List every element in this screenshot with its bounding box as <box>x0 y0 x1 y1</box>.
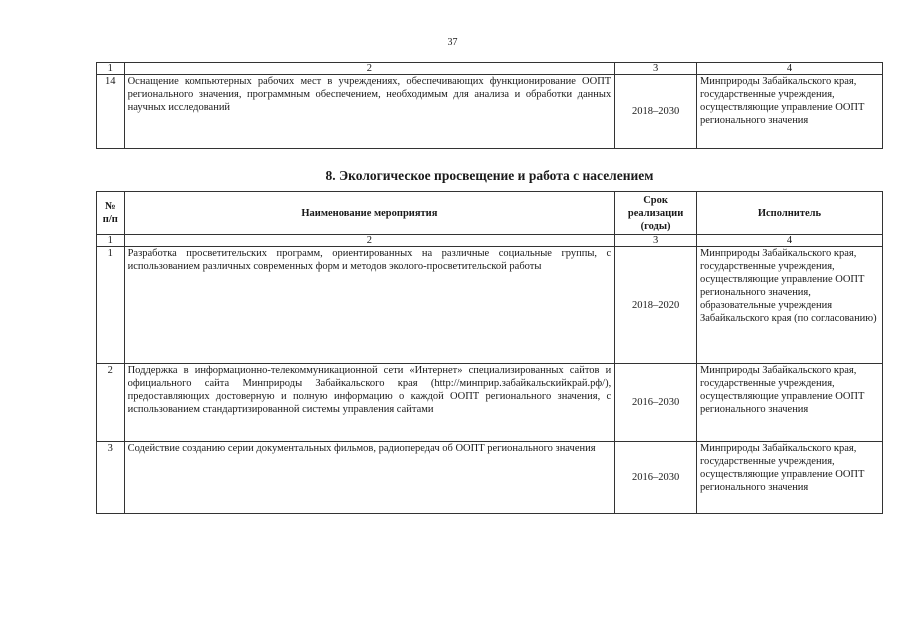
column-index-row <box>97 235 883 247</box>
header-name: Наименование мероприятия <box>124 192 615 235</box>
measure-name: Содействие созданию серии документальных фильмов, радиопередач об ООПТ регионального значения <box>124 442 615 514</box>
implementation-term: 2016–2030 <box>615 442 697 514</box>
table-row <box>97 247 883 364</box>
column-index-row <box>97 63 883 75</box>
column-index: 2 <box>124 235 615 247</box>
column-index: 4 <box>696 235 882 247</box>
section-title: 8. Экологическое просвещение и работа с населением <box>325 168 654 183</box>
column-index: 1 <box>97 63 125 75</box>
executor: Минприроды Забайкальского края, государственные учреждения, осуществляющие управление ООПТ регионального значения <box>696 442 882 514</box>
column-index: 1 <box>97 235 125 247</box>
measure-name: Оснащение компьютерных рабочих мест в учреждениях, обеспечивающих функционирование ООПТ регионального значения, программным обеспечением, необходимым для анализа и обработки данных научных исследований <box>124 75 615 149</box>
column-index: 2 <box>124 63 615 75</box>
column-index: 3 <box>615 235 697 247</box>
executor: Минприроды Забайкальского края, государственные учреждения, осуществляющие управление ООПТ регионального значения <box>696 364 882 442</box>
header-executor: Исполнитель <box>696 192 882 235</box>
row-number: 3 <box>97 442 125 514</box>
executor: Минприроды Забайкальского края, государственные учреждения, осуществляющие управление ООПТ регионального значения <box>696 75 882 149</box>
executor: Минприроды Забайкальского края, государственные учреждения, осуществляющие управление ООПТ регионального значения, образовательные учреждения Забайкальского края (по согласованию) <box>696 247 882 364</box>
table-row <box>97 75 883 149</box>
implementation-term: 2016–2030 <box>615 364 697 442</box>
page-number: 37 <box>447 37 458 48</box>
column-index: 3 <box>615 63 697 75</box>
row-number: 2 <box>97 364 125 442</box>
header-term: Срок реализации (годы) <box>615 192 697 235</box>
row-number: 1 <box>97 247 125 364</box>
header-num: № п/п <box>97 192 125 235</box>
continued-measures-table <box>96 62 883 149</box>
table-row <box>97 442 883 514</box>
measure-name: Разработка просветительских программ, ориентированных на различные социальные группы, с использованием различных современных форм и методов эколого-просветительской работы <box>124 247 615 364</box>
row-number: 14 <box>97 75 125 149</box>
table-row <box>97 364 883 442</box>
implementation-term: 2018–2030 <box>615 75 697 149</box>
education-measures-table <box>96 191 883 514</box>
implementation-term: 2018–2020 <box>615 247 697 364</box>
header-row <box>97 192 883 235</box>
measure-name: Поддержка в информационно-телекоммуникационной сети «Интернет» специализированных сайтов и официального сайта Минприроды Забайкальского края (http://минприр.забайкальскийкрай.рф/), предоставляющих достоверную и полную информацию о каждой ООПТ регионального значения, с использованием стандартизированной системы управления сайтами <box>124 364 615 442</box>
column-index: 4 <box>696 63 882 75</box>
